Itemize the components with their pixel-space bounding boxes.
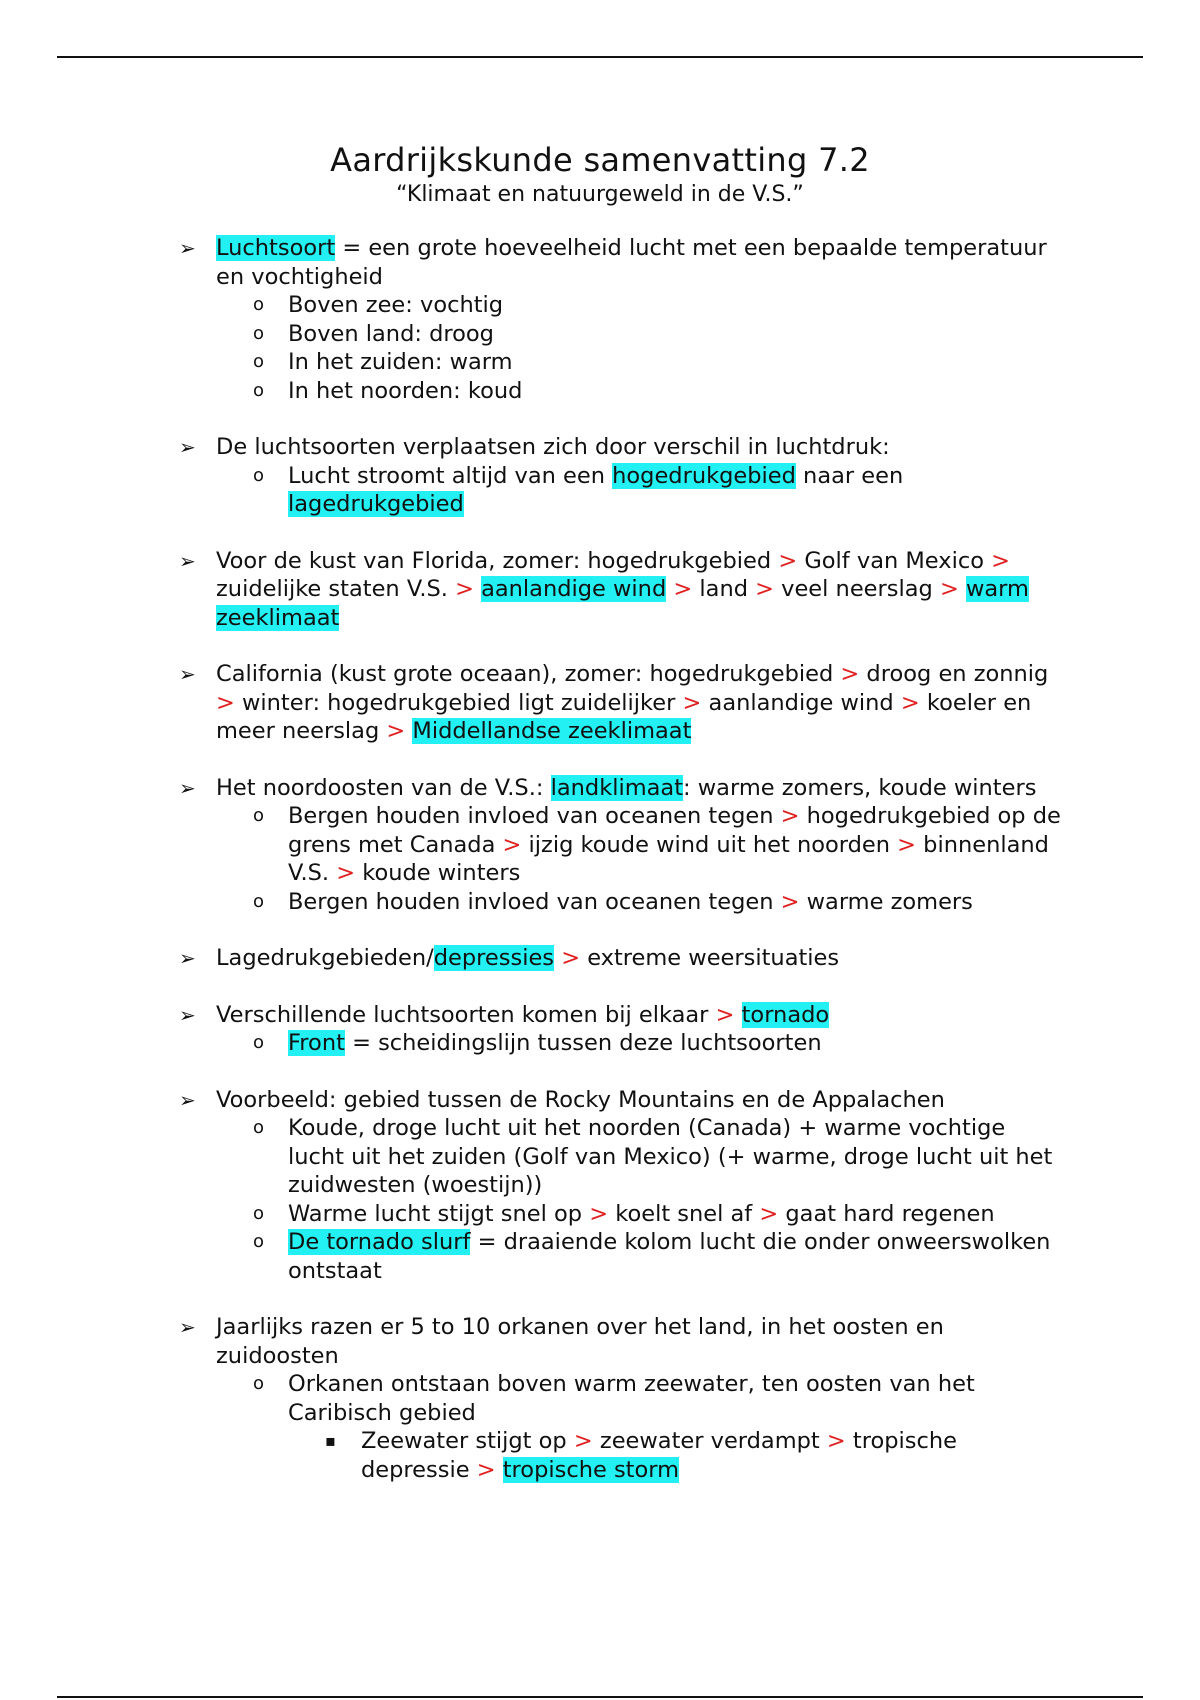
outline-section	[0, 1001, 1200, 1058]
text-run: warme zomers	[799, 888, 973, 915]
text-run: : warme zomers, koude winters	[683, 774, 1037, 801]
text-run: binnenland V.S.	[288, 831, 1049, 886]
text-run: hogedrukgebied op de grens met Canada	[288, 803, 1061, 858]
text-run: = scheidingslijn tussen deze luchtsoorten	[344, 1030, 822, 1056]
text-run: droog en zonnig	[859, 661, 1049, 687]
red-arrow-separator: >	[386, 718, 406, 744]
arrow-bullet-icon: ➢	[179, 548, 196, 573]
outline-section	[0, 1313, 1200, 1484]
red-arrow-separator: >	[991, 547, 1010, 574]
arrow-bullet-icon: ➢	[179, 1087, 196, 1112]
text-run: extreme weersituaties	[580, 945, 840, 971]
highlighted-term: depressies	[433, 945, 555, 971]
text-run: = een grote hoeveelheid lucht met een bepaalde temperatuur en vochtigheid	[216, 235, 1047, 290]
red-arrow-separator: >	[573, 1428, 593, 1454]
outline-item-level-2	[253, 1228, 1068, 1285]
outline-section	[0, 234, 1200, 405]
footer-rule	[57, 1696, 1143, 1698]
circle-bullet-icon: o	[253, 805, 265, 826]
arrow-bullet-icon: ➢	[179, 435, 196, 459]
outline-item-level-2	[253, 348, 1068, 377]
outline-item-level-1	[179, 944, 1066, 973]
red-arrow-separator: >	[759, 1200, 779, 1227]
outline-section	[0, 1086, 1200, 1286]
circle-bullet-icon: o	[253, 1032, 265, 1053]
outline-section	[0, 660, 1200, 746]
text-run	[474, 576, 481, 602]
document-body	[0, 234, 1200, 1512]
outline-item-level-2	[253, 377, 1068, 406]
circle-bullet-icon: o	[253, 351, 265, 372]
text-run	[734, 1002, 741, 1028]
highlighted-term: hogedrukgebied	[612, 462, 796, 489]
red-arrow-separator: >	[755, 576, 774, 602]
red-arrow-separator: >	[778, 547, 798, 574]
text-run: ijzig koude wind uit het noorden	[521, 831, 898, 858]
red-arrow-separator: >	[840, 661, 860, 687]
text-run: zeewater verdampt	[592, 1428, 827, 1454]
document-title: Aardrijkskunde samenvatting 7.2	[330, 141, 870, 179]
outline-item-level-1	[179, 660, 1066, 746]
highlighted-term: lagedrukgebied	[288, 491, 464, 517]
text-run: gaat hard regenen	[778, 1200, 995, 1227]
outline-item-level-1	[179, 433, 1066, 462]
highlighted-term: aanlandige wind	[481, 576, 667, 602]
text-run: naar een	[795, 462, 904, 489]
circle-bullet-icon: o	[253, 1117, 265, 1138]
text-run	[496, 1457, 503, 1483]
outline-item-level-1	[179, 1313, 1066, 1370]
text-run: Bergen houden invloed van oceanen tegen	[288, 888, 781, 915]
circle-bullet-icon: o	[253, 294, 265, 315]
highlighted-term: Middellandse zeeklimaat	[412, 718, 692, 744]
text-run: In het noorden: koud	[288, 377, 523, 404]
text-run: Voorbeeld: gebied tussen de Rocky Mountains en de Appalachen	[216, 1086, 945, 1113]
outline-item-level-2	[253, 291, 1068, 320]
red-arrow-separator: >	[561, 945, 581, 971]
red-arrow-separator: >	[900, 689, 920, 716]
text-run: winter: hogedrukgebied ligt zuidelijker	[234, 689, 683, 716]
text-run: Lagedrukgebieden/	[216, 945, 434, 971]
outline-item-level-1	[179, 1001, 1066, 1030]
outline-item-level-3	[325, 1427, 1061, 1484]
document-subtitle: “Klimaat en natuurgeweld in de V.S.”	[396, 182, 804, 207]
text-run: koude winters	[355, 860, 521, 886]
text-run: De luchtsoorten verplaatsen zich door verschil in luchtdruk:	[216, 434, 890, 460]
red-arrow-separator: >	[455, 576, 474, 602]
text-run: Golf van Mexico	[797, 547, 992, 574]
arrow-bullet-icon: ➢	[179, 775, 196, 800]
highlighted-term: tropische storm	[502, 1456, 680, 1483]
red-arrow-separator: >	[476, 1456, 496, 1483]
arrow-bullet-icon: ➢	[179, 946, 196, 970]
outline-item-level-2	[253, 462, 1068, 519]
square-bullet-icon: ▪	[325, 1431, 336, 1450]
outline-item-level-2	[253, 888, 1068, 917]
outline-item-level-1	[179, 774, 1066, 803]
outline-item-level-2	[253, 1114, 1068, 1200]
circle-bullet-icon: o	[253, 1202, 265, 1224]
outline-section	[0, 944, 1200, 973]
highlighted-term: De tornado slurf	[288, 1229, 471, 1255]
highlighted-term: Front	[288, 1030, 345, 1056]
highlighted-term: landklimaat	[550, 774, 684, 801]
red-arrow-separator: >	[897, 831, 917, 858]
red-arrow-separator: >	[826, 1428, 846, 1454]
outline-item-level-2	[253, 1200, 1068, 1229]
text-run: Jaarlijks razen er 5 to 10 orkanen over het land, in het oosten en zuidoosten	[216, 1314, 944, 1369]
text-run: Warme lucht stijgt snel op	[288, 1200, 590, 1227]
arrow-bullet-icon: ➢	[179, 662, 196, 686]
text-run: veel neerslag	[774, 576, 940, 602]
text-run: tropische depressie	[361, 1428, 957, 1483]
highlighted-term: warm zeeklimaat	[216, 576, 1029, 631]
red-arrow-separator: >	[502, 831, 522, 858]
text-run: zuidelijke staten V.S.	[216, 576, 456, 602]
text-run: koelt snel af	[608, 1200, 760, 1227]
outline-item-level-1	[179, 234, 1066, 291]
red-arrow-separator: >	[336, 860, 356, 886]
text-run: In het zuiden: warm	[288, 349, 513, 375]
text-run: Voor de kust van Florida, zomer: hogedrukgebied	[216, 547, 779, 574]
text-run: Orkanen ontstaan boven warm zeewater, ten oosten van het Caribisch gebied	[288, 1371, 975, 1426]
text-run: Boven land: droog	[288, 320, 494, 347]
text-run: land	[692, 576, 756, 602]
text-run: California (kust grote oceaan), zomer: hogedrukgebied	[216, 661, 841, 687]
outline-item-level-1	[179, 1086, 1066, 1115]
circle-bullet-icon: o	[253, 464, 265, 486]
circle-bullet-icon: o	[253, 379, 265, 401]
red-arrow-separator: >	[780, 888, 800, 915]
circle-bullet-icon: o	[253, 1231, 265, 1252]
text-run: Zeewater stijgt op	[361, 1428, 574, 1454]
circle-bullet-icon: o	[253, 322, 265, 344]
arrow-bullet-icon: ➢	[179, 1315, 196, 1339]
outline-section	[0, 774, 1200, 917]
text-run: Het noordoosten van de V.S.:	[216, 774, 551, 801]
text-run: Verschillende luchtsoorten komen bij elkaar	[216, 1001, 716, 1028]
red-arrow-separator: >	[589, 1200, 609, 1227]
text-run: koeler en meer neerslag	[216, 689, 1032, 744]
text-run: Bergen houden invloed van oceanen tegen	[288, 803, 781, 829]
outline-item-level-1	[179, 547, 1066, 633]
red-arrow-separator: >	[682, 689, 702, 716]
outline-item-level-2	[253, 802, 1068, 888]
red-arrow-separator: >	[216, 689, 235, 716]
arrow-bullet-icon: ➢	[179, 1002, 196, 1027]
arrow-bullet-icon: ➢	[179, 236, 196, 260]
outline-section	[0, 547, 1200, 633]
text-run: Koude, droge lucht uit het noorden (Canada) + warme vochtige lucht uit het zuiden (Golf van Mexico) (+ warme, droge lucht uit het zuidwesten (woestijn))	[288, 1115, 1053, 1198]
outline-section	[0, 433, 1200, 519]
red-arrow-separator: >	[715, 1001, 735, 1028]
outline-item-level-2	[253, 1029, 1068, 1058]
header-rule	[57, 56, 1143, 58]
red-arrow-separator: >	[780, 803, 800, 829]
text-run: Lucht stroomt altijd van een	[288, 462, 613, 489]
circle-bullet-icon: o	[253, 1373, 265, 1394]
outline-item-level-2	[253, 1370, 1068, 1427]
text-run: aanlandige wind	[701, 689, 901, 716]
red-arrow-separator: >	[939, 576, 959, 602]
outline-item-level-2	[253, 320, 1068, 349]
red-arrow-separator: >	[673, 576, 693, 602]
text-run	[959, 576, 966, 602]
text-run: = draaiende kolom lucht die onder onweerswolken ontstaat	[288, 1229, 1051, 1284]
highlighted-term: Luchtsoort	[216, 235, 336, 261]
circle-bullet-icon: o	[253, 890, 265, 912]
highlighted-term: tornado	[741, 1001, 830, 1028]
text-run: Boven zee: vochtig	[288, 292, 504, 318]
